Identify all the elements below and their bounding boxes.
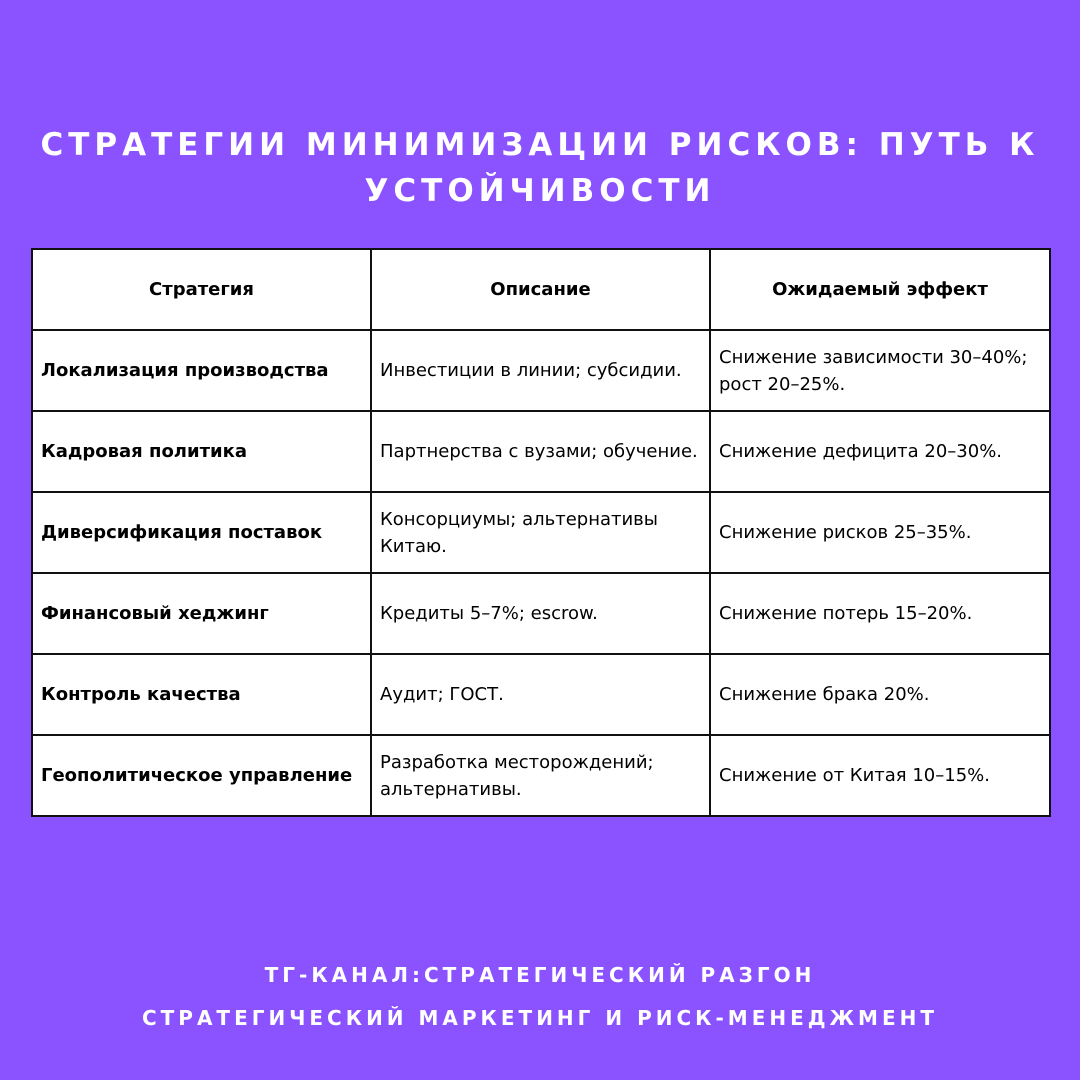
cell-effect: Снижение дефицита 20–30%. (710, 411, 1050, 492)
table-header (32, 249, 1050, 330)
cell-strategy: Диверсификация поставок (32, 492, 371, 573)
cell-strategy: Кадровая политика (32, 411, 371, 492)
column-header-strategy: Стратегия (32, 249, 371, 330)
table-row (32, 330, 1050, 411)
cell-strategy: Локализация производства (32, 330, 371, 411)
cell-description: Консорциумы; альтернативы Китаю. (371, 492, 710, 573)
table-row (32, 573, 1050, 654)
table-row (32, 654, 1050, 735)
page-title: СТРАТЕГИИ МИНИМИЗАЦИИ РИСКОВ: ПУТЬ К УСТОЙЧИВОСТИ (40, 127, 1040, 209)
cell-effect: Снижение рисков 25–35%. (710, 492, 1050, 573)
cell-strategy: Контроль качества (32, 654, 371, 735)
cell-description: Инвестиции в линии; субсидии. (371, 330, 710, 411)
cell-effect: Снижение зависимости 30–40%; рост 20–25%. (710, 330, 1050, 411)
footer-tagline: СТРАТЕГИЧЕСКИЙ МАРКЕТИНГ И РИСК-МЕНЕДЖМЕНТ (141, 1006, 939, 1030)
table-row (32, 411, 1050, 492)
table-body (32, 330, 1050, 816)
cell-description: Партнерства с вузами; обучение. (371, 411, 710, 492)
cell-effect: Снижение брака 20%. (710, 654, 1050, 735)
table-header-row (32, 249, 1050, 330)
column-header-effect: Ожидаемый эффект (710, 249, 1050, 330)
strategy-table (31, 248, 1051, 817)
cell-description: Разработка месторождений; альтернативы. (371, 735, 710, 816)
column-header-description: Описание (371, 249, 710, 330)
cell-strategy: Финансовый хеджинг (32, 573, 371, 654)
table-row (32, 735, 1050, 816)
table-row (32, 492, 1050, 573)
cell-strategy: Геополитическое управление (32, 735, 371, 816)
cell-description: Аудит; ГОСТ. (371, 654, 710, 735)
cell-effect: Снижение потерь 15–20%. (710, 573, 1050, 654)
cell-description: Кредиты 5–7%; escrow. (371, 573, 710, 654)
footer-channel-line: ТГ-КАНАЛ:СТРАТЕГИЧЕСКИЙ РАЗГОН (264, 963, 816, 987)
cell-effect: Снижение от Китая 10–15%. (710, 735, 1050, 816)
